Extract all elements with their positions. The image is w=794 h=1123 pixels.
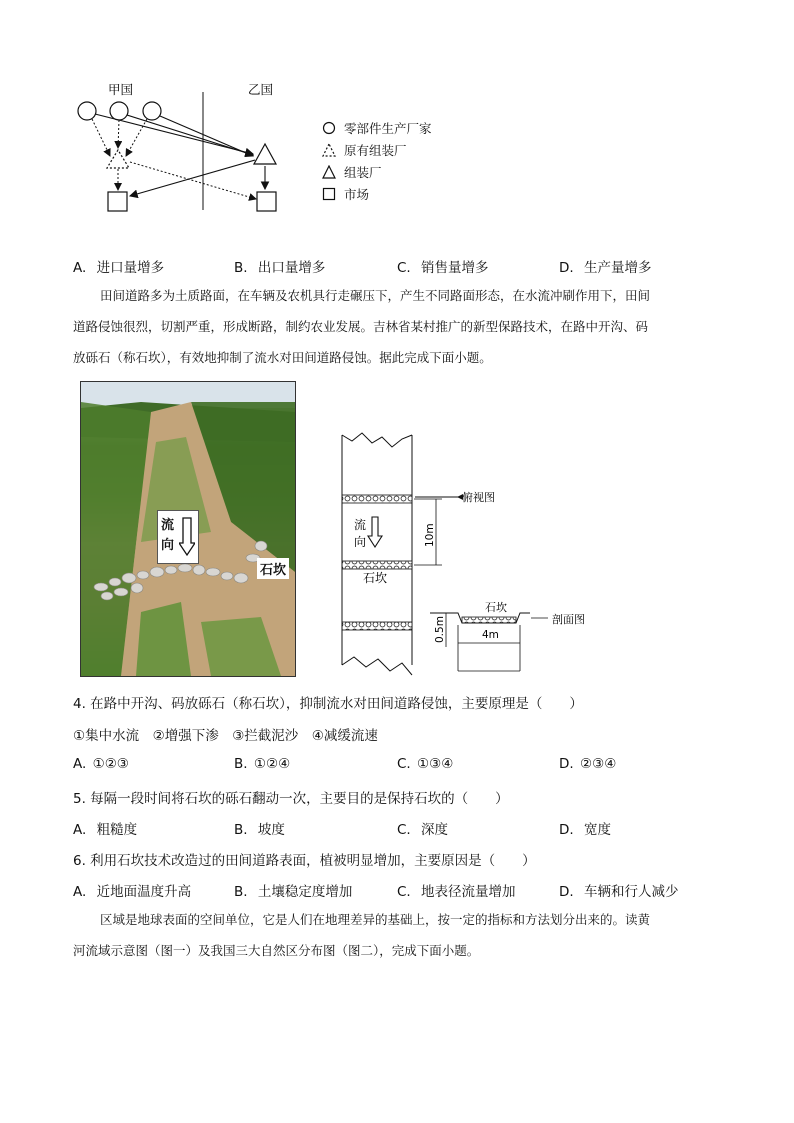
width-label: 4m bbox=[482, 629, 499, 641]
country-a-label: 甲国 bbox=[108, 82, 134, 97]
square-icon bbox=[322, 187, 336, 201]
old-assembly-triangle bbox=[107, 150, 129, 168]
option-text: 车辆和行人减少 bbox=[583, 884, 679, 900]
option-letter: C. bbox=[397, 884, 411, 900]
flow-char: 流 bbox=[354, 518, 367, 532]
legend-label: 零部件生产厂家 bbox=[344, 121, 432, 136]
option-text: 近地面温度升高 bbox=[96, 884, 192, 900]
stone-ridge-diagram bbox=[330, 425, 600, 680]
depth-label: 0.5m bbox=[434, 616, 446, 643]
distance-label: 10m bbox=[424, 523, 436, 547]
section-stone-label: 石坎 bbox=[485, 601, 507, 614]
option-text: 出口量增多 bbox=[257, 260, 326, 276]
market-square-b bbox=[257, 192, 276, 211]
passage-line: 道路侵蚀很烈，切割严重，形成断路，制约农业发展。吉林省某村推广的新型保路技术，在路中开沟、码 bbox=[73, 319, 649, 334]
option-letter: A. bbox=[73, 260, 87, 276]
q6-option-b[interactable] bbox=[234, 880, 352, 900]
factory-circle-2 bbox=[110, 102, 128, 120]
passage-2 bbox=[73, 904, 723, 966]
factory-circle-1 bbox=[78, 102, 96, 120]
option-letter: C. bbox=[397, 822, 411, 838]
q6-option-a[interactable] bbox=[73, 880, 191, 900]
triangle-icon bbox=[322, 165, 336, 179]
arrow-dotted bbox=[118, 120, 119, 148]
dashed-triangle-icon bbox=[322, 143, 336, 157]
q4-option-a[interactable] bbox=[73, 756, 129, 772]
passage-line: 河流域示意图（图一）及我国三大自然区分布图（图二），完成下面小题。 bbox=[73, 943, 480, 958]
q4-stem: 4. 在路中开沟、码放砾石（称石坎），抑制流水对田间道路侵蚀，主要原理是（ ） bbox=[73, 696, 583, 712]
legend-label: 原有组装厂 bbox=[344, 143, 407, 158]
photo-flow-label bbox=[157, 510, 199, 564]
stone-ridge-label: 石坎 bbox=[363, 571, 388, 585]
assembly-triangle bbox=[254, 144, 276, 164]
photo-stone-label: 石坎 bbox=[257, 558, 289, 579]
option-letter: B. bbox=[234, 260, 248, 276]
arrow-solid bbox=[160, 116, 253, 156]
option-letter: C. bbox=[397, 756, 411, 772]
arrow-dotted bbox=[130, 162, 256, 199]
q3-option-c[interactable] bbox=[397, 256, 489, 276]
q6-stem: 6. 利用石坎技术改造过的田间道路表面，植被明显增加，主要原因是（ ） bbox=[73, 853, 536, 869]
section-stones bbox=[462, 617, 516, 623]
field-road-photo bbox=[80, 381, 296, 677]
option-letter: D. bbox=[559, 756, 574, 772]
option-letter: D. bbox=[559, 884, 574, 900]
option-text: 粗糙度 bbox=[96, 822, 138, 838]
passage-line: 田间道路多为土质路面，在车辆及农机具行走碾压下，产生不同路面形态，在水流冲刷作用下，田间 bbox=[100, 288, 651, 303]
option-text: 生产量增多 bbox=[583, 260, 652, 276]
option-letter: A. bbox=[73, 756, 87, 772]
option-text: 进口量增多 bbox=[96, 260, 165, 276]
option-text: 地表径流量增加 bbox=[421, 884, 516, 900]
road-outline bbox=[342, 433, 412, 675]
passage-line: 区域是地球表面的空间单位，它是人们在地理差异的基础上，按一定的指标和方法划分出来的。读黄 bbox=[100, 912, 651, 927]
down-arrow-icon bbox=[368, 517, 382, 547]
q4-option-b[interactable] bbox=[234, 756, 290, 772]
legend-item bbox=[322, 139, 432, 161]
section-view-label: 剖面图 bbox=[552, 613, 585, 626]
option-letter: B. bbox=[234, 884, 248, 900]
q6-option-c[interactable] bbox=[397, 880, 516, 900]
option-text: 坡度 bbox=[257, 822, 285, 838]
q3-option-b[interactable] bbox=[234, 256, 325, 276]
option-letter: D. bbox=[559, 822, 574, 838]
option-text: 土壤稳定度增加 bbox=[257, 884, 353, 900]
option-text: 深度 bbox=[421, 822, 449, 838]
legend-item bbox=[322, 161, 432, 183]
option-letter: B. bbox=[234, 822, 248, 838]
arrow-solid bbox=[127, 115, 253, 155]
option-letter: B. bbox=[234, 756, 248, 772]
arrow-solid bbox=[130, 160, 255, 196]
option-letter: A. bbox=[73, 884, 87, 900]
option-text: ②③④ bbox=[579, 756, 617, 772]
market-square-a bbox=[108, 192, 127, 211]
country-b-label: 乙国 bbox=[248, 82, 274, 97]
q5-option-b[interactable] bbox=[234, 818, 285, 838]
passage-line: 放砾石（称石坎），有效地抑制了流水对田间道路侵蚀。据此完成下面小题。 bbox=[73, 350, 492, 365]
top-view-label: 俯视图 bbox=[462, 491, 495, 504]
q5-option-d[interactable] bbox=[559, 818, 611, 838]
factory-circle-3 bbox=[143, 102, 161, 120]
stone-ridge-3 bbox=[342, 622, 412, 630]
stone-ridge-2 bbox=[342, 561, 412, 569]
stone-ridge-1 bbox=[342, 495, 412, 503]
option-text: 宽度 bbox=[583, 822, 611, 838]
flow-char: 流 bbox=[161, 518, 175, 533]
option-text: 销售量增多 bbox=[421, 260, 489, 276]
diagram-legend bbox=[322, 117, 432, 205]
legend-item bbox=[322, 183, 432, 205]
q3-option-d[interactable] bbox=[559, 256, 651, 276]
option-text: ①③④ bbox=[417, 756, 454, 772]
passage-1 bbox=[73, 280, 723, 373]
q5-option-a[interactable] bbox=[73, 818, 137, 838]
option-letter: D. bbox=[559, 260, 574, 276]
down-arrow-icon bbox=[179, 517, 195, 557]
option-text: ①②③ bbox=[92, 756, 129, 772]
legend-label: 组装厂 bbox=[344, 165, 382, 180]
q6-option-d[interactable] bbox=[559, 880, 678, 900]
q4-items: ①集中水流 ②增强下渗 ③拦截泥沙 ④减缓流速 bbox=[73, 728, 378, 744]
circle-icon bbox=[322, 121, 336, 135]
flow-char: 向 bbox=[354, 535, 367, 549]
q3-option-a[interactable] bbox=[73, 256, 164, 276]
option-text: ①②④ bbox=[253, 756, 291, 772]
legend-item bbox=[322, 117, 432, 139]
arrow-dotted bbox=[92, 119, 110, 156]
q5-stem: 5. 每隔一段时间将石坎的砾石翻动一次，主要目的是保持石坎的（ ） bbox=[73, 791, 509, 807]
legend-label: 市场 bbox=[344, 187, 370, 202]
q5-option-c[interactable] bbox=[397, 818, 448, 838]
option-letter: C. bbox=[397, 260, 411, 276]
q4-option-d[interactable] bbox=[559, 756, 616, 772]
flow-char: 向 bbox=[161, 538, 175, 553]
q4-option-c[interactable] bbox=[397, 756, 453, 772]
option-letter: A. bbox=[73, 822, 87, 838]
